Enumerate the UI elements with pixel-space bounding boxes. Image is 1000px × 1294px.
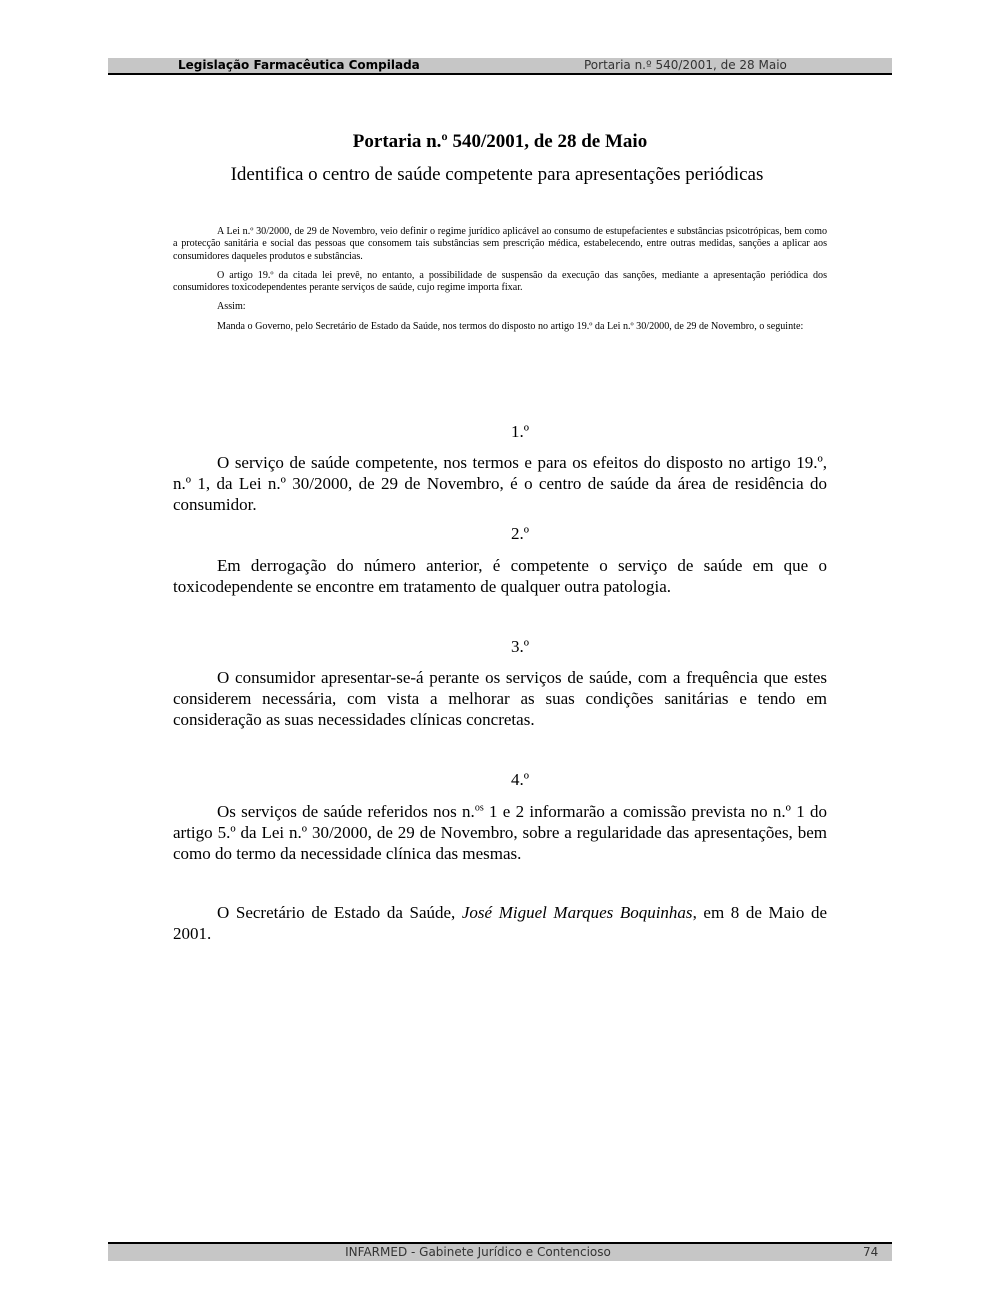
preamble <box>173 226 827 340</box>
page-header <box>108 58 892 75</box>
article-number: 1.º <box>510 422 530 441</box>
article-number: 2.º <box>510 524 530 543</box>
signatory-name: José Miguel Marques Boquinhas <box>461 903 693 922</box>
document-subtitle: Identifica o centro de saúde competente para apresentações periódicas <box>230 164 764 185</box>
page-footer <box>108 1242 892 1261</box>
article-text <box>173 801 827 864</box>
article-text-start: Os serviços de saúde referidos nos n. <box>217 802 475 821</box>
header-publication-title: Legislação Farmacêutica Compilada <box>178 58 420 72</box>
article-text: O consumidor apresentar-se-á perante os serviços de saúde, com a frequência que estes considerem necessária, com vista a melhorar as suas condições sanitárias e tendo em consideração as suas necessidades clínicas concretas. <box>173 668 827 729</box>
preamble-paragraph: Manda o Governo, pelo Secretário de Estado da Saúde, nos termos do disposto no artigo 19.º da Lei n.º 30/2000, de 29 de Novembro, o seguinte: <box>217 320 804 332</box>
signature-line <box>173 902 827 944</box>
signature-date: , em 8 de Maio de 2001. <box>173 903 828 943</box>
header-document-reference: Portaria n.º 540/2001, de 28 Maio <box>584 58 787 72</box>
footer-organization: INFARMED - Gabinete Jurídico e Contencioso <box>345 1245 611 1259</box>
article-text: O serviço de saúde competente, nos termos e para os efeitos do disposto no artigo 19.º, n.º 1, da Lei n.º 30/2000, de 29 de Novembro, é o centro de saúde da área de residência do consumidor. <box>173 453 827 514</box>
document-title: Portaria n.º 540/2001, de 28 de Maio <box>352 131 648 152</box>
article-text-end: 1 e 2 informarão a comissão prevista no n.º 1 do artigo 5.º da Lei n.º 30/2000, de 29 de Novembro, sobre a regularidade das apresentações, bem como do termo da necessidade clínica das mesmas. <box>173 802 827 863</box>
signature-prefix: O Secretário de Estado da Saúde, <box>217 903 462 922</box>
preamble-paragraph: A Lei n.º 30/2000, de 29 de Novembro, veio definir o regime jurídico aplicável ao consumo de estupefacientes e substâncias psicotrópicas, bem como a protecção sanitária e social das pessoas que consomem tais substâncias sem prescrição médica, estabelecendo, entre outras medidas, sanções a aplicar aos consumidores daqueles produtos e substâncias. <box>173 226 827 262</box>
article-number: 3.º <box>510 637 530 656</box>
article-text: Em derrogação do número anterior, é competente o serviço de saúde em que o toxicodependente se encontre em tratamento de qualquer outra patologia. <box>173 556 827 596</box>
preamble-paragraph: Assim: <box>217 301 246 313</box>
page-number: 74 <box>863 1245 879 1259</box>
preamble-paragraph: O artigo 19.º da citada lei prevê, no entanto, a possibilidade de suspensão da execução das sanções, mediante a apresentação periódica dos consumidores toxicodependentes perante serviços de saúde, cujo regime importa fixar. <box>173 269 827 294</box>
plural-superscript: os <box>474 802 484 814</box>
article-number: 4.º <box>510 770 530 789</box>
